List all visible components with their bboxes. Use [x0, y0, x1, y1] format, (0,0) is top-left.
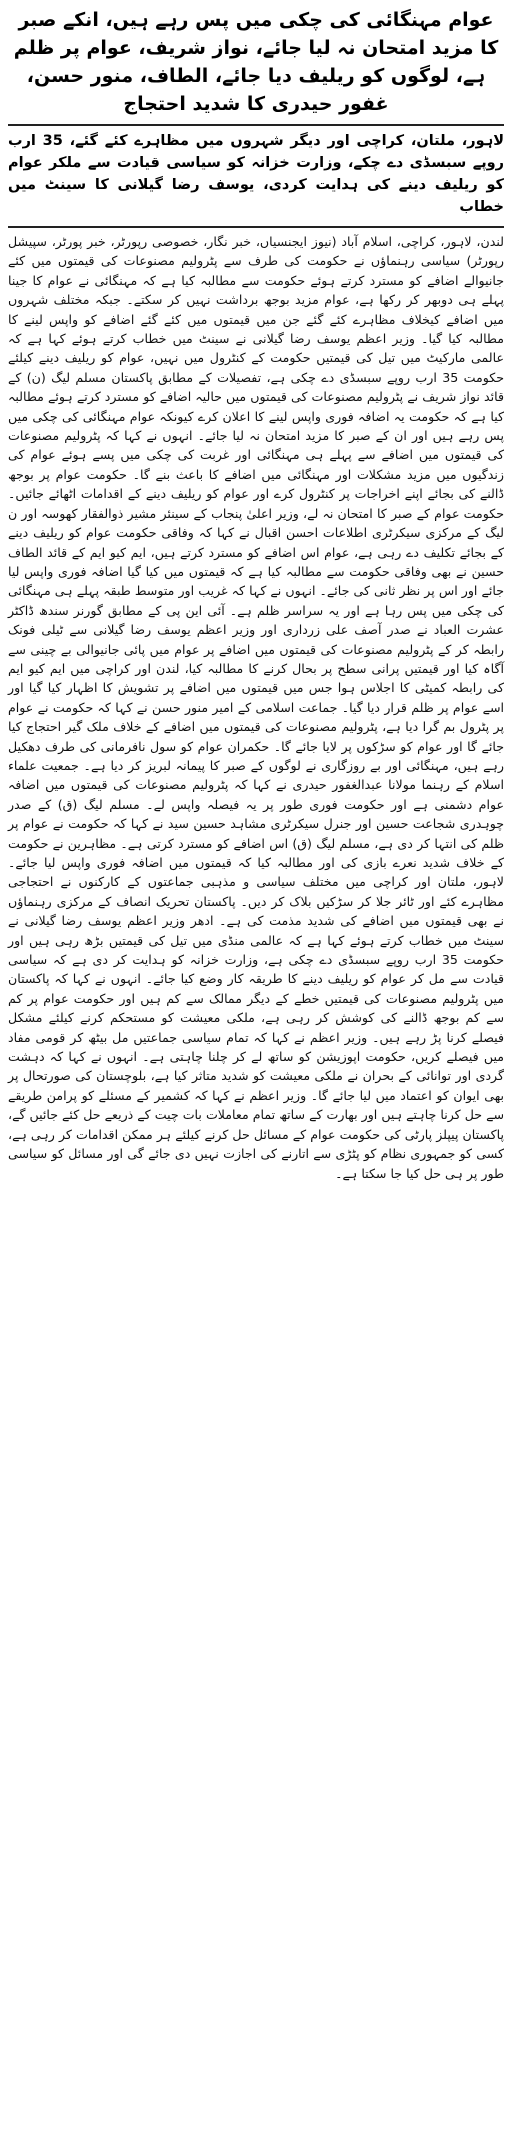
headline-divider: [8, 124, 504, 126]
article-body: لندن، لاہور، کراچی، اسلام آباد (نیوز ایجنسیاں، خبر نگار، خصوصی رپورٹر، خبر پورٹر، سپیشل رپورٹر) سیاسی رہنماؤں نے حکومت کی طرف سے پٹرولیم مصنوعات کی قیمتوں میں کئے جانیوالے اضافے کو مسترد کرتے ہوئے حکومت سے مطالبہ کیا ہے کہ مہنگائی نے عوام کا جینا پہلے ہی دوبھر کر رکھا ہے، عوام مزید بوجھ برداشت نہیں کر سکتے۔ جبکہ مختلف شہروں میں اضافے کیخلاف مظاہرے کئے گئے جن میں قیمتوں میں کئے گئے اضافے کو واپس لینے کا مطالبہ کیا گیا۔ وزیر اعظم یوسف رضا گیلانی نے سینٹ میں خطاب کرتے ہوئے کہا ہے کہ عالمی مارکیٹ میں تیل کی قیمتیں حکومت کے کنٹرول میں نہیں، عوام کو ریلیف دینے کیلئے حکومت 35 ارب روپے سبسڈی دے چکی ہے، تفصیلات کے مطابق پاکستان مسلم لیگ (ن) کے قائد نواز شریف نے پٹرولیم مصنوعات کی قیمتوں میں حالیہ اضافے کو مسترد کرتے ہوئے مطالبہ کیا ہے کہ حکومت یہ اضافہ فوری واپس لینے کا اعلان کرے کیونکہ عوام مہنگائی کی چکی میں پس رہے ہیں اور ان کے صبر کا مزید امتحان نہ لیا جائے۔ انہوں نے کہا کہ پٹرولیم مصنوعات کی قیمتوں میں اضافے سے پہلے ہی مہنگائی اور غربت کی چکی میں پسے ہوئے عوام کی زندگیوں میں مزید مشکلات اور مہنگائی میں اضافے کا باعث بنے گا۔ حکومت عوام پر بوجھ ڈالنے کی بجائے اپنے اخراجات پر کنٹرول کرے اور عوام کو ریلیف دینے کے اقدامات اٹھائے جائیں۔ حکومت عوام کے صبر کا امتحان نہ لے، وزیر اعلیٰ پنجاب کے سینئر مشیر ذوالفقار کھوسہ اور ن لیگ کے مرکزی سیکرٹری اطلاعات احسن اقبال نے کہا کہ وفاقی حکومت عوام کو ریلیف دینے کے بجائے تکلیف دے رہی ہے، عوام اس اضافے کو مسترد کرتے ہیں، ایم کیو ایم کے قائد الطاف حسین نے بھی وفاقی حکومت سے مطالبہ کیا ہے کہ قیمتوں میں کیا گیا اضافہ فوری واپس لیا جائے اور اس پر نظر ثانی کی جائے۔ انہوں نے کہا کہ غریب اور متوسط طبقہ پہلے ہی مہنگائی کی چکی میں پس رہا ہے اور یہ سراسر ظلم ہے۔ آئی این پی کے مطابق گورنر سندھ ڈاکٹر عشرت العباد نے صدر آصف علی زرداری اور وزیر اعظم یوسف رضا گیلانی سے ٹیلی فونک رابطہ کر کے پٹرولیم مصنوعات کی قیمتوں میں اضافے پر عوام میں پائی جانیوالی بے چینی سے آگاہ کیا اور قیمتیں پرانی سطح پر بحال کرنے کا مطالبہ کیا، لندن اور کراچی میں ایم کیو ایم کی رابطہ کمیٹی کا اجلاس ہوا جس میں قیمتوں میں اضافے پر تشویش کا اظہار کیا گیا اور اسے عوام پر ظلم قرار دیا گیا۔ جماعت اسلامی کے امیر منور حسن نے کہا کہ حکومت نے عوام پر پٹرول بم گرا دیا ہے، پٹرولیم مصنوعات کی قیمتوں میں اضافے کے خلاف ملک گیر احتجاج کیا جائے گا اور عوام کو سڑکوں پر لایا جائے گا۔ حکمران عوام کو سول نافرمانی کی طرف دھکیل رہے ہیں، مہنگائی اور بے روزگاری نے لوگوں کے صبر کا پیمانہ لبریز کر دیا ہے۔ جمعیت علماء اسلام کے رہنما مولانا عبدالغفور حیدری نے کہا کہ پٹرولیم مصنوعات کی قیمتوں میں اضافہ عوام دشمنی ہے اور حکومت فوری طور پر یہ فیصلہ واپس لے۔ مسلم لیگ (ق) کے صدر چوہدری شجاعت حسین اور جنرل سیکرٹری مشاہد حسین سید نے کہا کہ حکومت نے عوام پر ظلم کی انتہا کر دی ہے، مسلم لیگ (ق) اس اضافے کو مسترد کرتی ہے۔ مظاہرین نے حکومت کے خلاف شدید نعرے بازی کی اور مطالبہ کیا کہ قیمتوں میں اضافہ فوری واپس لیا جائے۔ لاہور، ملتان اور کراچی میں مختلف سیاسی و مذہبی جماعتوں کے کارکنوں نے احتجاجی مظاہرے کئے اور ٹائر جلا کر سڑکیں بلاک کر دیں۔ پاکستان تحریک انصاف کے مرکزی رہنماؤں نے بھی قیمتوں میں اضافے کی شدید مذمت کی ہے۔ ادھر وزیر اعظم یوسف رضا گیلانی نے سینٹ میں خطاب کرتے ہوئے کہا ہے کہ عالمی منڈی میں تیل کی قیمتیں بڑھ رہی ہیں اور حکومت 35 ارب روپے سبسڈی دے چکی ہے، وزارت خزانہ کو ہدایت کر دی ہے کہ سیاسی قیادت سے مل کر عوام کو ریلیف دینے کا طریقہ کار وضع کیا جائے۔ انہوں نے کہا کہ پاکستان میں پٹرولیم مصنوعات کی قیمتیں خطے کے دیگر ممالک سے کم ہیں اور حکومت عوام پر کم سے کم بوجھ ڈالنے کی کوشش کر رہی ہے، ملکی معیشت کو مستحکم کرنے کیلئے مشکل فیصلے کرنا پڑ رہے ہیں۔ وزیر اعظم نے کہا کہ تمام سیاسی جماعتیں مل بیٹھ کر قومی مفاد میں فیصلے کریں، حکومت اپوزیشن کو ساتھ لے کر چلنا چاہتی ہے۔ انہوں نے کہا کہ دہشت گردی اور توانائی کے بحران نے ملکی معیشت کو شدید متاثر کیا ہے، بلوچستان کی صورتحال پر بھی ایوان کو اعتماد میں لیا جائے گا۔ وزیر اعظم نے کہا کہ کشمیر کے مسئلے کو پرامن طریقے سے حل کرنا چاہتے ہیں اور بھارت کے ساتھ تمام معاملات بات چیت کے ذریعے حل کئے جائیں گے، پاکستان پیپلز پارٹی کی حکومت عوام کے مسائل حل کرنے کیلئے ہر ممکن اقدامات کر رہی ہے، کسی کو جمہوری نظام کو پٹڑی سے اتارنے کی اجازت نہیں دی جائے گی اور مسائل کو سیاسی طور پر ہی حل کیا جا سکتا ہے۔: [8, 234, 504, 1181]
subhead-divider: [8, 226, 504, 228]
article-headline: عوام مہنگائی کی چکی میں پس رہے ہیں، انکے صبر کا مزید امتحان نہ لیا جائے، نواز شریف، عوام پر ظلم ہے، لوگوں کو ریلیف دیا جائے، الطاف، منور حسن، غفور حیدری کا شدید احتجاج: [13, 9, 499, 115]
article-subheadline: لاہور، ملتان، کراچی اور دیگر شہروں میں مظاہرے کئے گئے، 35 ارب روپے سبسڈی دے چکے، وزارت خزانہ کو سیاسی قیادت سے ملکر عوام کو ریلیف دینے کی ہدایت کردی، یوسف رضا گیلانی کا سینٹ میں خطاب: [8, 133, 505, 215]
